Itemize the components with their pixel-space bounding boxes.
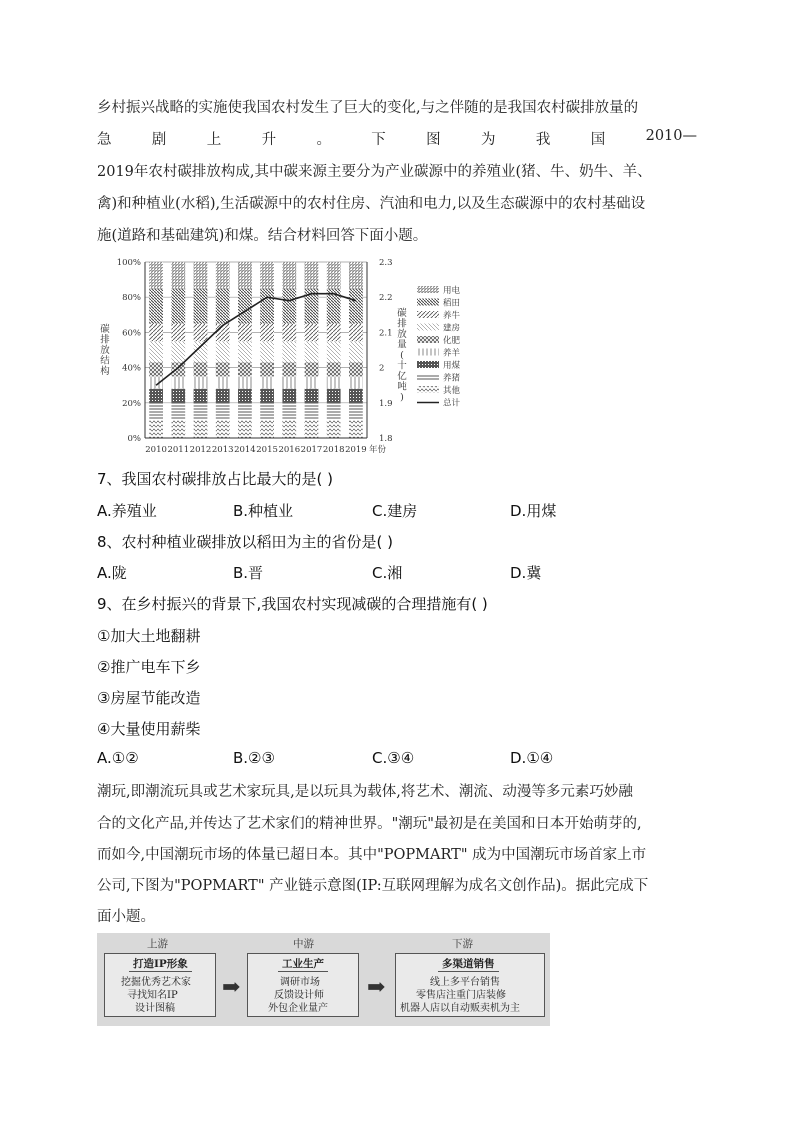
q8-option-d[interactable]: D.冀 [510, 564, 542, 582]
bar-segment [260, 262, 274, 288]
arrow-right-icon: ➡ [222, 975, 241, 1000]
chart-legend [417, 285, 461, 409]
bar-segment [238, 420, 252, 438]
bar-segment [305, 341, 319, 362]
arrow-right-icon: ➡ [367, 975, 386, 1000]
downstream-header: 下游 [452, 938, 473, 950]
bar-segment [238, 288, 252, 323]
bar-segment [149, 341, 163, 362]
bar-segment [305, 262, 319, 288]
bar-segment [194, 403, 208, 421]
bar-segment [349, 262, 363, 288]
midstream-item: 反馈设计师 [274, 990, 324, 1001]
x-unit-label: 年份 [369, 445, 387, 455]
legend-label: 稻田 [443, 298, 461, 309]
midstream-box [247, 953, 359, 1017]
bar-segment [282, 262, 296, 288]
bar-segment [216, 376, 230, 388]
bar-segment [216, 420, 230, 438]
bar-segment [194, 362, 208, 376]
midstream-title: 工业生产 [278, 956, 328, 972]
bar-segment [171, 341, 185, 362]
y-right-tick-label: 2.2 [379, 293, 393, 304]
question-9-stem: 9、在乡村振兴的背景下,我国农村实现减碳的合理措施有( ) [97, 595, 488, 613]
passage1-line2-char: 图 [426, 132, 441, 148]
passage1-line2-char: 我 [535, 132, 551, 148]
midstream-item: 外包企业量产 [268, 1003, 328, 1014]
passage1-line5: 施(道路和基础建筑)和煤。结合材料回答下面小题。 [97, 228, 428, 244]
bar-segment [260, 420, 274, 438]
bar-segment [216, 403, 230, 421]
legend-label: 建房 [443, 323, 461, 334]
y-right-tick-label: 1.9 [379, 398, 393, 409]
legend-swatch [417, 349, 439, 356]
bar-segment [194, 262, 208, 288]
legend-label: 用煤 [443, 361, 461, 371]
bar-segment [260, 288, 274, 323]
bar-segment [327, 389, 341, 403]
bar-segment [327, 262, 341, 288]
x-tick-label: 2014 [234, 445, 256, 455]
bar-segment [260, 389, 274, 403]
legend-label: 养牛 [443, 311, 461, 321]
bar-segment [305, 324, 319, 342]
y-left-tick-label: 0% [127, 434, 141, 444]
passage2-line4: 公司,下图为"POPMART" 产业链示意图(IP:互联网理解为成名文创作品)。据此完成下 [97, 878, 649, 894]
passage1-line2-char: 升 [261, 132, 277, 148]
q7-option-d[interactable]: D.用煤 [510, 502, 557, 520]
upstream-box [104, 953, 216, 1017]
x-tick-label: 2017 [300, 445, 323, 455]
bar-segment [149, 324, 163, 342]
upstream-header: 上游 [147, 938, 168, 950]
bar-segment [194, 376, 208, 388]
q9-option-c[interactable]: C.③④ [372, 749, 415, 767]
legend-label: 化肥 [443, 336, 461, 346]
legend-label: 用电 [443, 286, 461, 296]
passage1-line2-char: 。 [316, 132, 331, 148]
y-right-tick-label: 1.8 [379, 434, 393, 444]
bar-segment [282, 420, 296, 438]
q7-option-a[interactable]: A.养殖业 [97, 502, 157, 520]
bar-segment [238, 262, 252, 288]
x-tick-label: 2015 [256, 445, 278, 455]
chart-bars [149, 262, 363, 438]
q8-option-b[interactable]: B.晋 [233, 564, 264, 582]
bar-segment [305, 420, 319, 438]
y-left-axis-title: 碳排放结构 [100, 324, 110, 377]
bar-segment [216, 341, 230, 362]
q9-option-b[interactable]: B.②③ [233, 749, 275, 767]
bar-segment [149, 376, 163, 388]
bar-segment [327, 362, 341, 376]
bar-segment [194, 389, 208, 403]
bar-segment [149, 362, 163, 376]
bar-segment [349, 341, 363, 362]
bar-segment [282, 288, 296, 323]
bar-segment [194, 288, 208, 323]
downstream-title: 多渠道销售 [438, 956, 499, 972]
bar-segment [327, 420, 341, 438]
legend-label: 养羊 [443, 348, 461, 359]
q9-choice-3: ③房屋节能改造 [97, 689, 201, 707]
question-7-stem: 7、我国农村碳排放占比最大的是( ) [97, 470, 334, 488]
bar-segment [327, 324, 341, 342]
q7-option-b[interactable]: B.种植业 [233, 502, 294, 520]
q9-option-a[interactable]: A.①② [97, 749, 139, 767]
bar-segment [171, 262, 185, 288]
legend-swatch [417, 311, 439, 318]
q8-option-c[interactable]: C.湘 [372, 564, 403, 582]
bar-segment [260, 324, 274, 342]
bar-segment [149, 403, 163, 421]
bar-segment [349, 420, 363, 438]
bar-segment [216, 362, 230, 376]
legend-swatch [417, 336, 439, 343]
legend-swatch [417, 374, 439, 381]
legend-label: 养猪 [443, 373, 461, 384]
bar-segment [171, 403, 185, 421]
y-right-tick-label: 2.1 [379, 328, 393, 339]
bar-segment [194, 324, 208, 342]
legend-swatch [417, 324, 439, 331]
bar-segment [349, 403, 363, 421]
y-left-tick-label: 80% [122, 293, 141, 304]
upstream-item: 寻找知名IP [127, 990, 178, 1001]
y-right-tick-label: 2.3 [379, 258, 393, 268]
downstream-item: 线上多平台销售 [430, 977, 500, 988]
legend-label: 其他 [443, 386, 461, 396]
bar-segment [238, 362, 252, 376]
downstream-item: 零售店注重门店装修 [416, 990, 506, 1001]
bar-segment [282, 362, 296, 376]
passage1-line2-char: 2010— [645, 128, 697, 144]
y-left-tick-label: 100% [116, 258, 141, 268]
passage1-line2-char: 为 [481, 132, 496, 148]
x-tick-label: 2016 [278, 445, 301, 455]
bar-segment [238, 324, 252, 342]
passage2-line1: 潮玩,即潮流玩具或艺术家玩具,是以玩具为载体,将艺术、潮流、动漫等多元素巧妙融 [97, 784, 633, 800]
downstream-box [395, 953, 545, 1017]
x-tick-label: 2011 [167, 445, 190, 455]
passage2-line2: 合的文化产品,并传达了艺术家们的精神世界。"潮玩"最初是在美国和日本开始萌芽的, [97, 816, 642, 832]
bar-segment [305, 376, 319, 388]
bar-segment [171, 362, 185, 376]
bar-segment [282, 376, 296, 388]
q8-option-a[interactable]: A.陇 [97, 564, 127, 582]
bar-segment [327, 376, 341, 388]
y-left-tick-label: 60% [122, 328, 141, 339]
bar-segment [349, 389, 363, 403]
bar-segment [282, 389, 296, 403]
x-tick-label: 2018 [322, 445, 345, 455]
bar-segment [149, 262, 163, 288]
bar-segment [216, 389, 230, 403]
bar-segment [260, 341, 274, 362]
bar-segment [349, 362, 363, 376]
passage1-line2-char: 国 [590, 132, 606, 148]
passage1-line2-char: 急 [97, 132, 112, 148]
bar-segment [305, 389, 319, 403]
q9-choice-2: ②推广电车下乡 [97, 658, 201, 676]
bar-segment [305, 362, 319, 376]
passage1-line2-char: 下 [371, 132, 386, 148]
upstream-item: 设计图稿 [135, 1003, 175, 1014]
bar-segment [349, 324, 363, 342]
bar-segment [171, 324, 185, 342]
bar-segment [327, 341, 341, 362]
passage2-line3: 而如今,中国潮玩市场的体量已超日本。其中"POPMART" 成为中国潮玩市场首家上市 [97, 847, 647, 863]
x-tick-label: 2019 [345, 445, 367, 455]
q9-choice-4: ④大量使用薪柴 [97, 720, 201, 738]
x-tick-label: 2013 [211, 445, 234, 455]
y-right-tick-label: 2 [379, 363, 385, 374]
passage1-line4: 禽)和种植业(水稻),生活碳源中的农村住房、汽油和电力,以及生态碳源中的农村基础设 [97, 196, 646, 212]
chart-total-line [156, 294, 356, 386]
bar-segment [260, 403, 274, 421]
bar-segment [171, 420, 185, 438]
midstream-item: 调研市场 [280, 977, 320, 988]
passage1-line2-char: 剧 [151, 132, 167, 148]
legend-swatch [417, 386, 439, 393]
q7-option-c[interactable]: C.建房 [372, 502, 418, 520]
bar-segment [349, 288, 363, 323]
bar-segment [238, 403, 252, 421]
q9-option-d[interactable]: D.①④ [510, 749, 554, 767]
y-left-tick-label: 40% [122, 363, 141, 374]
bar-segment [194, 420, 208, 438]
question-8-stem: 8、农村种植业碳排放以稻田为主的省份是( ) [97, 533, 394, 551]
bar-segment [282, 324, 296, 342]
bar-segment [238, 389, 252, 403]
passage1-line2-char: 上 [206, 132, 222, 148]
bar-segment [238, 376, 252, 388]
bar-segment [149, 389, 163, 403]
bar-segment [260, 376, 274, 388]
legend-swatch [417, 286, 439, 293]
legend-swatch [417, 299, 439, 306]
legend-label: 总计 [443, 398, 461, 409]
bar-segment [149, 420, 163, 438]
bar-segment [327, 403, 341, 421]
bar-segment [216, 288, 230, 323]
bar-segment [216, 262, 230, 288]
total-line-series [156, 294, 356, 386]
bar-segment [238, 341, 252, 362]
legend-swatch [417, 361, 439, 368]
x-tick-label: 2010 [145, 445, 167, 455]
passage1-line3: 2019年农村碳排放构成,其中碳来源主要分为产业碳源中的养殖业(猪、牛、奶牛、羊、 [97, 164, 652, 180]
y-right-axis-title: 碳排放量(十亿吨) [397, 308, 407, 403]
y-left-tick-label: 20% [122, 398, 141, 409]
upstream-item: 挖掘优秀艺术家 [121, 977, 191, 988]
bar-segment [149, 288, 163, 323]
passage1-line1: 乡村振兴战略的实施使我国农村发生了巨大的变化,与之伴随的是我国农村碳排放量的 [97, 100, 639, 116]
x-tick-label: 2012 [189, 445, 212, 455]
passage1-line2 [97, 128, 697, 149]
carbon-emission-chart [97, 252, 502, 460]
bar-segment [171, 389, 185, 403]
upstream-title: 打造IP形象 [129, 956, 192, 972]
bar-segment [282, 403, 296, 421]
bar-segment [282, 341, 296, 362]
bar-segment [171, 288, 185, 323]
q9-choice-1: ①加大土地翻耕 [97, 627, 201, 645]
midstream-header: 中游 [293, 938, 314, 950]
bar-segment [171, 376, 185, 388]
bar-segment [305, 403, 319, 421]
bar-segment [260, 362, 274, 376]
downstream-item: 机器人店以自动贩卖机为主 [400, 1003, 520, 1014]
popmart-industry-chain-diagram [97, 933, 550, 1026]
passage2-line5: 面小题。 [97, 909, 155, 925]
bar-segment [349, 376, 363, 388]
